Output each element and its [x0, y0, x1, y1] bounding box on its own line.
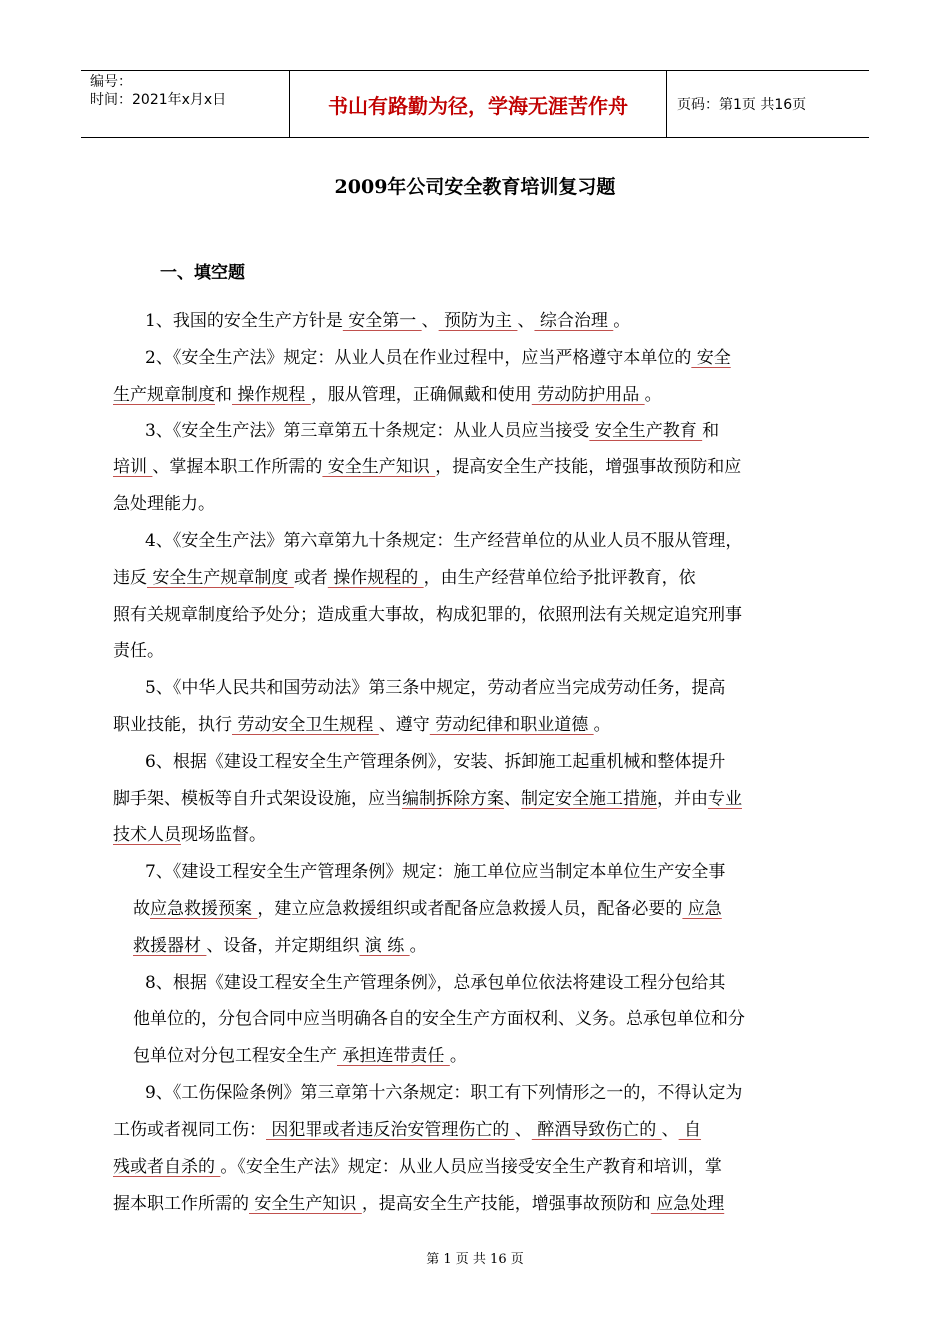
text-run: 职业技能，执行 [113, 715, 232, 735]
text-line [113, 784, 742, 809]
blank-answer: 救援器材 [133, 936, 207, 956]
text-run: 脚手架、模板等自升式架设设施，应当 [113, 789, 402, 809]
text-run: 9、《工伤保险条例》第三章第十六条规定：职工有下列情形之一的，不得认定为 [145, 1083, 743, 1103]
blank-answer: 自 [678, 1120, 702, 1140]
text-run: 2、《安全生产法》规定：从业人员在作业过程中，应当严格遵守本单位的 [145, 348, 692, 368]
blank-answer: 综合治理 [534, 311, 614, 331]
blank-answer: 安全生产教育 [589, 421, 703, 441]
text-run: 现场监督。 [181, 825, 266, 845]
blank-answer: 安全生产知识 [322, 457, 436, 477]
text-run: 、设备，并定期组织 [206, 936, 360, 956]
text-run: 。 [449, 1046, 467, 1066]
number-label: 编号： [90, 74, 132, 90]
text-run: 照有关规章制度给予处分；造成重大事故，构成犯罪的，依照刑法有关规定追究刑事 [113, 605, 742, 625]
blank-answer: 安全第一 [342, 311, 422, 331]
text-run: 。 [644, 385, 662, 405]
text-run: 。 [409, 936, 427, 956]
blank-answer: 因犯罪或者违反治安管理伤亡的 [266, 1120, 515, 1140]
blank-answer: 应急处理 [650, 1194, 725, 1214]
text-line [113, 489, 215, 514]
blank-answer: 劳动安全卫生规程 [232, 715, 379, 735]
page-footer: 第 1 页 共 16 页 [426, 1252, 524, 1267]
blank-answer: 预防为主 [438, 311, 518, 331]
text-line [113, 636, 164, 661]
blank-answer: 安全生产规章制度 [147, 568, 294, 588]
blank-answer: 操作规程的 [327, 568, 424, 588]
text-run: 。《安全生产法》规定：从业人员应当接受安全生产教育和培训，掌 [220, 1157, 722, 1177]
text-run: 5、《中华人民共和国劳动法》第三条中规定，劳动者应当完成劳动任务，提高 [145, 678, 726, 698]
blank-answer: 应急救援预案 [150, 899, 258, 919]
text-run: 故 [133, 899, 150, 919]
text-run: 8、根据《建设工程安全生产管理条例》，总承包单位依法将建设工程分包给其 [145, 973, 726, 993]
blank-answer: 专业 [708, 789, 742, 809]
text-run: 、遵守 [378, 715, 430, 735]
text-line [133, 1041, 467, 1066]
text-line [145, 857, 725, 882]
text-run: 急处理能力。 [113, 494, 215, 514]
blank-answer: 技术人员 [113, 825, 181, 845]
text-run: 4、《安全生产法》第六章第九十条规定：生产经营单位的从业人员不服从管理， [145, 531, 743, 551]
text-run: 他单位的，分包合同中应当明确各自的安全生产方面权利、义务。总承包单位和分 [133, 1009, 745, 1029]
text-run: 和 [702, 421, 720, 441]
text-line [145, 306, 630, 331]
text-run: ，由生产经营单位给予批评教育，依 [423, 568, 696, 588]
blank-answer: 残或者自杀的 [113, 1157, 221, 1177]
text-run: 3、《安全生产法》第三章第五十条规定：从业人员应当接受 [145, 421, 590, 441]
header-page-info: 页码：第1页 共16页 [677, 97, 807, 113]
text-run: 。 [613, 311, 631, 331]
text-run: 包单位对分包工程安全生产 [133, 1046, 337, 1066]
text-run: 6、根据《建设工程安全生产管理条例》，安装、拆卸施工起重机械和整体提升 [145, 752, 726, 772]
text-line [113, 380, 662, 405]
text-line [145, 526, 742, 551]
blank-answer: 应急 [682, 899, 722, 919]
text-run: 。 [593, 715, 611, 735]
blank-answer: 演 练 [359, 936, 410, 956]
text-line [113, 1189, 724, 1214]
blank-answer: 培训 [113, 457, 153, 477]
text-run: 、掌握本职工作所需的 [152, 457, 323, 477]
text-run: ，并由 [657, 789, 708, 809]
text-line [133, 1004, 745, 1029]
text-run: 工伤或者视同工伤： [113, 1120, 266, 1140]
blank-answer: 承担连带责任 [337, 1046, 450, 1066]
text-line [145, 673, 725, 698]
section-heading: 一、填空题 [160, 263, 245, 283]
text-run: ，提高安全生产技能，增强事故预防和应 [435, 457, 742, 477]
text-line [113, 1152, 722, 1177]
text-run: 、 [661, 1120, 679, 1140]
text-run: 1、我国的安全生产方针是 [145, 311, 343, 331]
blank-answer: 安全 [691, 348, 731, 368]
document-title: 2009年公司安全教育培训复习题 [334, 176, 616, 198]
text-run: 、 [514, 1120, 532, 1140]
blank-answer: 制定安全施工措施 [521, 789, 657, 809]
text-run: 、 [504, 789, 521, 809]
text-run: 、 [517, 311, 535, 331]
text-run: 、 [421, 311, 439, 331]
header-meta [81, 71, 290, 137]
text-line [145, 343, 731, 368]
header-motto: 书山有路勤为径，学海无涯苦作舟 [290, 71, 667, 137]
blank-answer: 编制拆除方案 [402, 789, 504, 809]
text-run: 责任。 [113, 641, 164, 661]
text-run: ，提高安全生产技能，增强事故预防和 [361, 1194, 651, 1214]
blank-answer: 劳动防护用品 [531, 385, 645, 405]
text-line [113, 452, 741, 477]
blank-answer: 安全生产知识 [249, 1194, 362, 1214]
text-line [145, 416, 719, 441]
text-line [145, 747, 725, 772]
blank-answer: 操作规程 [232, 385, 311, 405]
text-run: 违反 [113, 568, 147, 588]
text-run: ，服从管理，正确佩戴和使用 [310, 385, 532, 405]
text-run: ，建立应急救援组织或者配备应急救援人员，配备必要的 [257, 899, 683, 919]
time-label: 时间：2021年x月x日 [90, 92, 227, 108]
text-line [133, 931, 427, 956]
text-line [133, 894, 722, 919]
text-line [113, 710, 611, 735]
text-line [113, 563, 696, 588]
blank-answer: 生产规章制度 [113, 385, 215, 405]
text-run: 7、《建设工程安全生产管理条例》规定：施工单位应当制定本单位生产安全事 [145, 862, 726, 882]
text-line [145, 1078, 742, 1103]
text-run: 握本职工作所需的 [113, 1194, 249, 1214]
blank-answer: 醉酒导致伤亡的 [531, 1120, 662, 1140]
text-line [113, 820, 266, 845]
blank-answer: 劳动纪律和职业道德 [429, 715, 594, 735]
text-line [145, 968, 725, 993]
header-table [81, 70, 869, 138]
text-run: 和 [215, 385, 232, 405]
text-line [113, 600, 742, 625]
text-run: 或者 [293, 568, 328, 588]
text-line [113, 1115, 701, 1140]
